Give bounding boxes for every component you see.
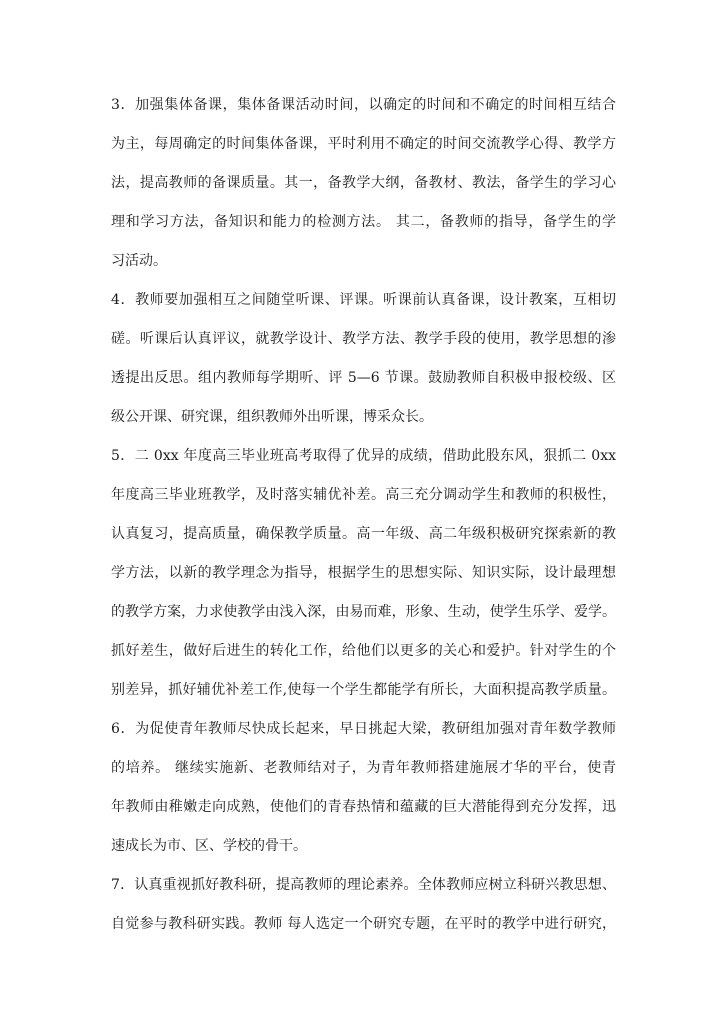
paragraph-5-line-4: 学方法，以新的教学理念为指导，根据学生的思想实际、知识实际，设计最理想: [111, 565, 616, 581]
paragraph-6-line-3: 年教师由稚嫩走向成熟，使他们的青春热情和蕴藏的巨大潜能得到充分发挥，迅: [111, 799, 616, 815]
paragraph-5-line-3: 认真复习，提高质量，确保教学质量。高一年级、高二年级积极研究探索新的教: [111, 526, 616, 542]
paragraph-5-line-1: 5．二 0xx 年度高三毕业班高考取得了优异的成绩，借助此股东风，狠抓二 0xx: [111, 448, 616, 464]
paragraph-7-line-1: 7．认真重视抓好教科研，提高教师的理论素养。全体教师应树立科研兴教思想、: [111, 877, 616, 893]
paragraph-4-line-3: 透提出反思。组内教师每学期听、评 5—6 节课。鼓励教师自积极申报校级、区: [111, 370, 616, 386]
paragraph-6-line-4: 速成长为市、区、学校的骨干。: [111, 838, 307, 854]
paragraph-6-line-2: 的培养。 继续实施新、老教师结对子，为青年教师搭建施展才华的平台，使青: [111, 760, 616, 776]
paragraph-5-line-7: 别差异，抓好辅优补差工作,使每一个学生都能学有所长，大面积提高教学质量。: [111, 682, 616, 698]
paragraph-7-line-2: 自觉参与教科研实践。教师 每人选定一个研究专题，在平时的教学中进行研究，: [111, 916, 616, 932]
paragraph-5-line-6: 抓好差生，做好后进生的转化工作，给他们以更多的关心和爱护。针对学生的个: [111, 643, 616, 659]
paragraph-3-line-5: 习活动。: [111, 253, 167, 269]
paragraph-3-line-1: 3．加强集体备课，集体备课活动时间，以确定的时间和不确定的时间相互结合: [111, 97, 616, 113]
paragraph-6-line-1: 6．为促使青年教师尽快成长起来，早日挑起大梁，教研组加强对青年数学教师: [111, 721, 616, 737]
paragraph-3-line-4: 理和学习方法，备知识和能力的检测方法。 其二，备教师的指导，备学生的学: [111, 214, 616, 230]
paragraph-4-line-4: 级公开课、研究课，组织教师外出听课，博采众长。: [111, 409, 433, 425]
paragraph-3-line-3: 法，提高教师的备课质量。其一，备教学大纲，备教材、教法，备学生的学习心: [111, 175, 616, 191]
paragraph-4-line-1: 4．教师要加强相互之间随堂听课、评课。听课前认真备课，设计教案，互相切: [111, 292, 616, 308]
paragraph-3-line-2: 为主，每周确定的时间集体备课，平时利用不确定的时间交流教学心得、教学方: [111, 136, 616, 152]
paragraph-5-line-5: 的教学方案，力求使教学由浅入深，由易而难，形象、生动，使学生乐学、爱学。: [111, 604, 616, 620]
paragraph-4-line-2: 磋。听课后认真评议，就教学设计、教学方法、教学手段的使用，教学思想的渗: [111, 331, 616, 347]
paragraph-5-line-2: 年度高三毕业班教学，及时落实辅优补差。高三充分调动学生和教师的积极性，: [111, 487, 616, 503]
